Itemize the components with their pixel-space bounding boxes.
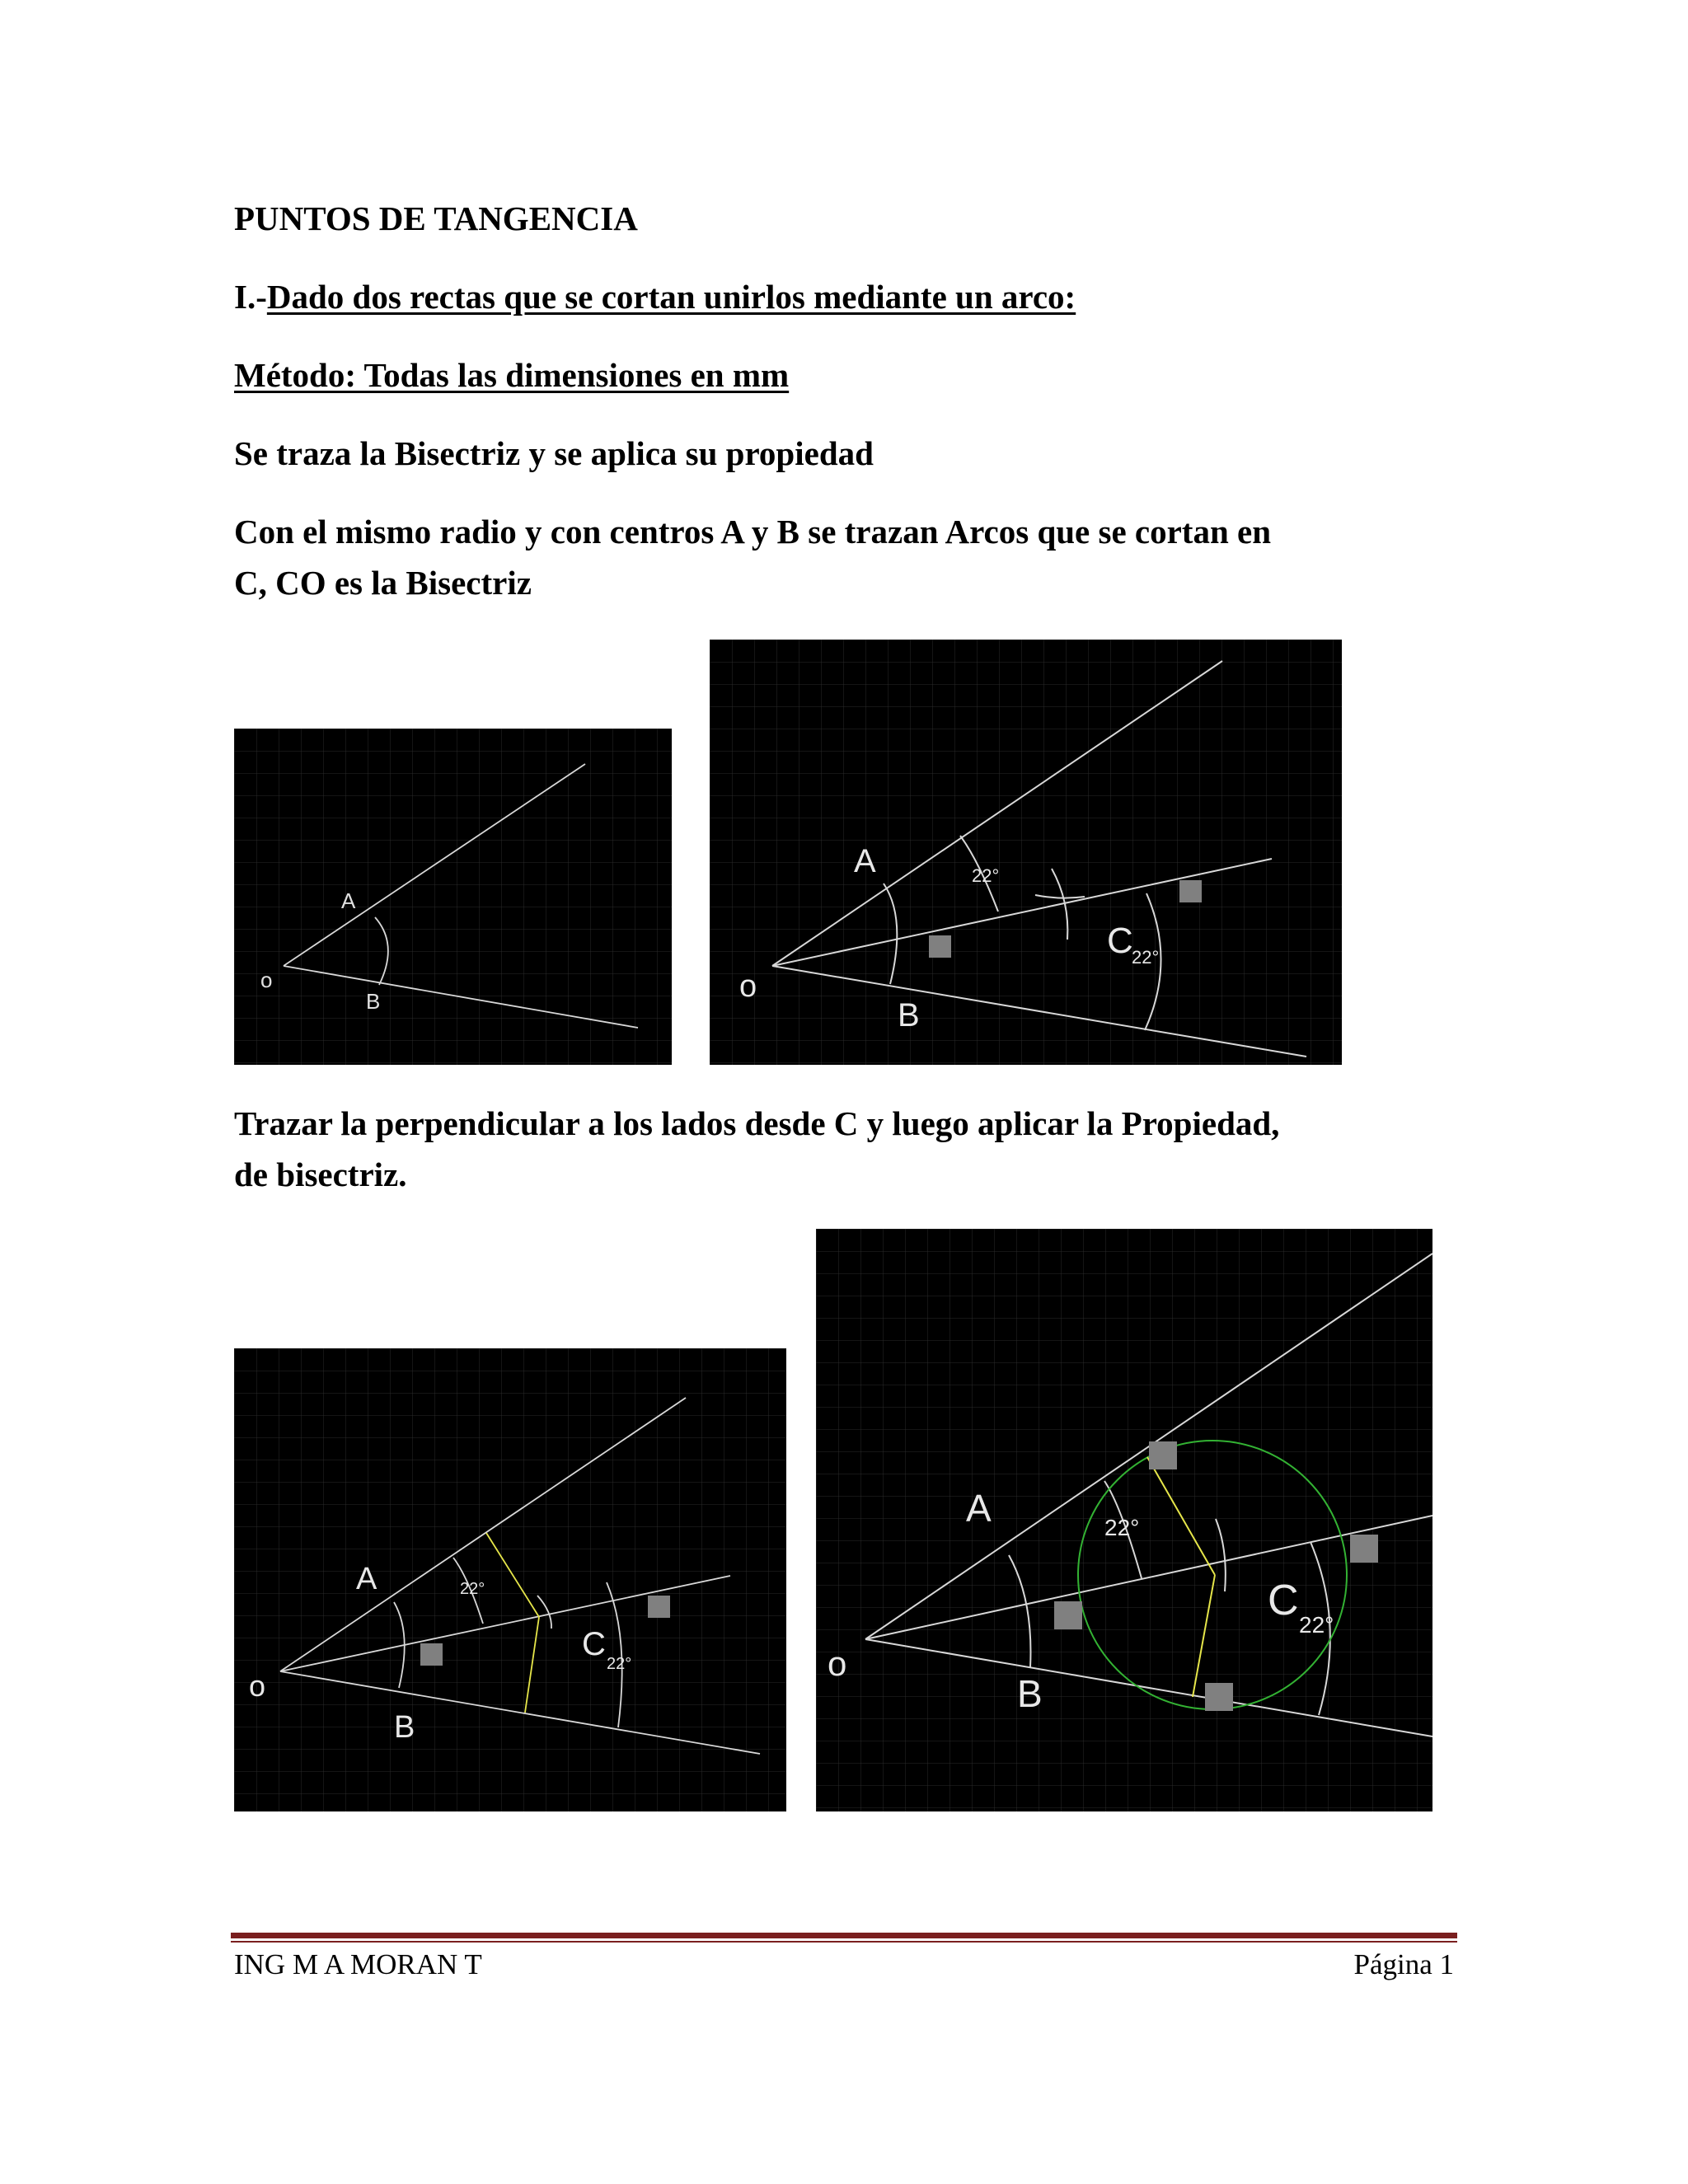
figure-angle-setup-svg <box>234 729 672 1065</box>
label-b: B <box>366 989 381 1014</box>
label-c: C <box>1107 921 1133 961</box>
figure-perpendiculars-svg <box>234 1348 786 1811</box>
label-o: o <box>828 1644 847 1683</box>
label-b: B <box>394 1710 415 1745</box>
paragraph-arcs-line1: Con el mismo radio y con centros A y B se trazan Arcos que se cortan en <box>234 513 1272 551</box>
section-title-text: Dado dos rectas que se cortan unirlos mediante un arco: <box>266 278 1076 316</box>
footer-rule-thick <box>231 1933 1457 1938</box>
figure-perpendiculars <box>234 1348 786 1811</box>
label-angle-top: 22° <box>972 865 1000 886</box>
label-a: A <box>966 1487 992 1530</box>
page-heading: PUNTOS DE TANGENCIA <box>234 199 638 237</box>
label-angle-top: 22° <box>1104 1515 1140 1540</box>
snap-marker <box>1054 1601 1082 1629</box>
label-o: o <box>260 968 273 992</box>
snap-marker <box>929 935 951 958</box>
footer-rule-thin <box>231 1941 1457 1943</box>
figure-tangent-circle <box>816 1229 1432 1811</box>
footer-page-number: Página 1 <box>1353 1948 1454 1980</box>
snap-marker <box>420 1643 443 1666</box>
label-angle-top: 22° <box>460 1580 485 1598</box>
section-prefix: I.- <box>234 278 267 316</box>
label-b: B <box>898 997 920 1033</box>
footer-author: ING M A MORAN T <box>234 1948 482 1980</box>
figure-bisector-svg <box>710 640 1342 1065</box>
label-a: A <box>854 843 876 879</box>
label-o: o <box>249 1669 266 1703</box>
label-a: A <box>341 888 356 913</box>
snap-marker <box>1179 880 1202 902</box>
label-c: C <box>1268 1577 1299 1624</box>
snap-marker <box>648 1596 670 1618</box>
tangent-marker <box>1205 1683 1233 1711</box>
figure-tangent-circle-svg <box>816 1229 1432 1811</box>
paragraph-bisectriz: Se traza la Bisectriz y se aplica su propiedad <box>234 434 874 472</box>
label-c: C <box>582 1626 606 1662</box>
figure-bisector <box>710 640 1342 1065</box>
paragraph-perpendicular-line1: Trazar la perpendicular a los lados desde C y luego aplicar la Propiedad, <box>234 1104 1280 1142</box>
section-title <box>234 271 1076 322</box>
method-line: Método: Todas las dimensiones en mm <box>234 356 790 394</box>
snap-marker <box>1350 1535 1378 1563</box>
tangent-marker <box>1149 1441 1177 1469</box>
label-o: o <box>739 969 757 1004</box>
label-b: B <box>1017 1672 1043 1715</box>
label-a: A <box>356 1562 377 1596</box>
paragraph-arcs-line2: C, CO es la Bisectriz <box>234 564 532 602</box>
paragraph-perpendicular-line2: de bisectriz. <box>234 1155 407 1193</box>
label-angle-bottom: 22° <box>1132 947 1160 968</box>
label-angle-bottom: 22° <box>1299 1612 1334 1638</box>
figure-angle-setup <box>234 729 672 1065</box>
label-angle-bottom: 22° <box>607 1655 632 1673</box>
